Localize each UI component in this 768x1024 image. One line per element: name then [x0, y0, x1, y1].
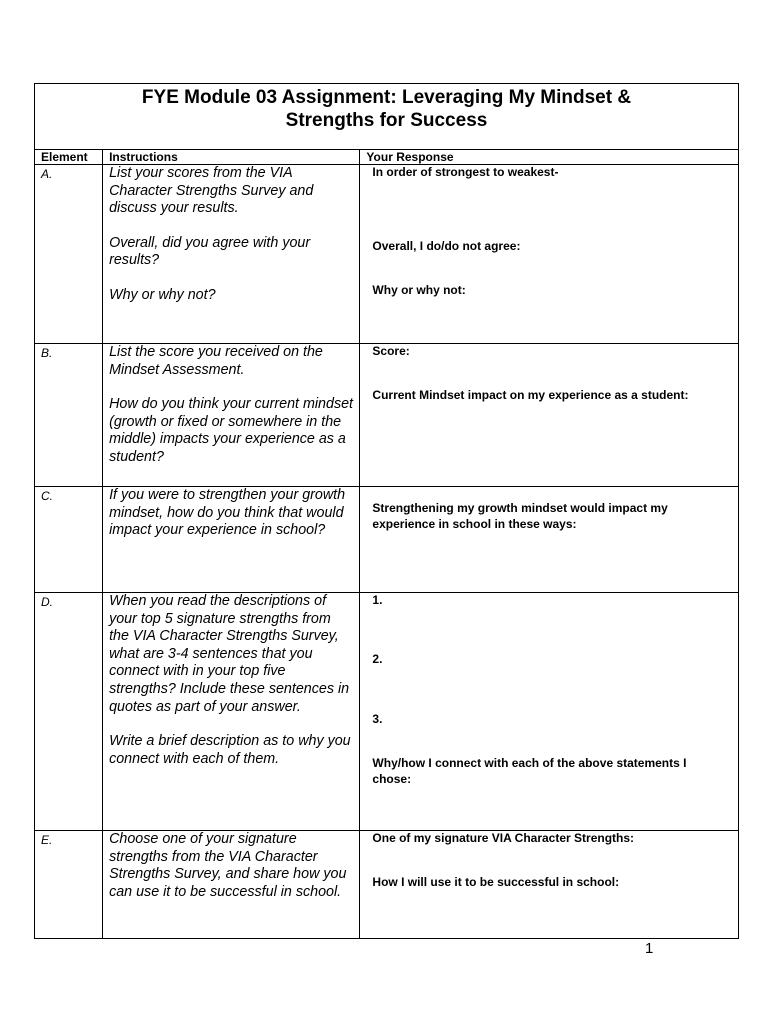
response-prompt: Why/how I connect with each of the above statements I chose: [372, 756, 687, 786]
instruction-text: When you read the descriptions of your top 5 signature strengths from the VIA Character Strengths Survey, what are 3-4 sentences that you connect with in your top five strengths? Include these sentences in quotes as part of your answer. [109, 593, 350, 715]
header-row [35, 150, 739, 165]
response-cell[interactable] [360, 831, 739, 939]
response-prompt: 3. [372, 712, 383, 726]
element-label: B. [41, 346, 53, 360]
instruction-text: List the score you received on the Mindset Assessment. [109, 344, 323, 378]
assignment-table [34, 83, 739, 939]
table-row [35, 593, 739, 831]
title-row [35, 84, 739, 150]
element-label: D. [41, 595, 53, 609]
header-instructions: Instructions [103, 150, 360, 165]
element-cell [35, 487, 103, 593]
response-prompt: Score: [372, 344, 410, 358]
response-cell[interactable] [360, 593, 739, 831]
element-label: E. [41, 833, 53, 847]
instructions-cell [103, 344, 360, 487]
instructions-cell [103, 593, 360, 831]
instructions-cell [103, 165, 360, 344]
instruction-text: If you were to strengthen your growth mindset, how do you think that would impact your experience in school? [109, 487, 346, 539]
header-element: Element [35, 150, 103, 165]
element-cell [35, 593, 103, 831]
table-row [35, 165, 739, 344]
response-cell[interactable] [360, 344, 739, 487]
instruction-text: Write a brief description as to why you connect with each of them. [109, 733, 351, 767]
response-prompt: How I will use it to be successful in school: [372, 875, 620, 889]
element-label: C. [41, 489, 53, 503]
instruction-text: How do you think your current mindset (growth or fixed or somewhere in the middle) impacts your experience as a student? [109, 396, 354, 465]
table-row [35, 831, 739, 939]
response-prompt: One of my signature VIA Character Strengths: [372, 831, 635, 845]
element-label: A. [41, 167, 53, 181]
instruction-text: List your scores from the VIA Character Strengths Survey and discuss your results. [109, 165, 314, 217]
table-row [35, 344, 739, 487]
instruction-text: Choose one of your signature strengths from the VIA Character Strengths Survey, and share how you can use it to be successful in school. [109, 831, 347, 900]
header-response: Your Response [360, 150, 739, 165]
response-prompt: Why or why not: [372, 283, 466, 297]
document-title [35, 84, 739, 150]
response-cell[interactable] [360, 487, 739, 593]
response-prompt: In order of strongest to weakest- [372, 165, 559, 179]
response-prompt: Strengthening my growth mindset would impact my experience in school in these ways: [372, 501, 668, 531]
instruction-text: Overall, did you agree with your results? [109, 234, 311, 269]
response-prompt: Overall, I do/do not agree: [372, 239, 521, 253]
instruction-text: Why or why not? [109, 286, 216, 303]
title-line-1: FYE Module 03 Assignment: Leveraging My Mindset & [141, 87, 632, 108]
element-cell [35, 165, 103, 344]
title-line-2: Strengths for Success [285, 110, 488, 131]
element-cell [35, 831, 103, 939]
response-prompt: Current Mindset impact on my experience as a student: [372, 388, 689, 402]
table-row [35, 487, 739, 593]
response-prompt: 1. [372, 593, 383, 607]
response-cell[interactable] [360, 165, 739, 344]
response-prompt: 2. [372, 652, 383, 666]
page-number: 1 [645, 940, 654, 957]
instructions-cell [103, 487, 360, 593]
instructions-cell [103, 831, 360, 939]
element-cell [35, 344, 103, 487]
